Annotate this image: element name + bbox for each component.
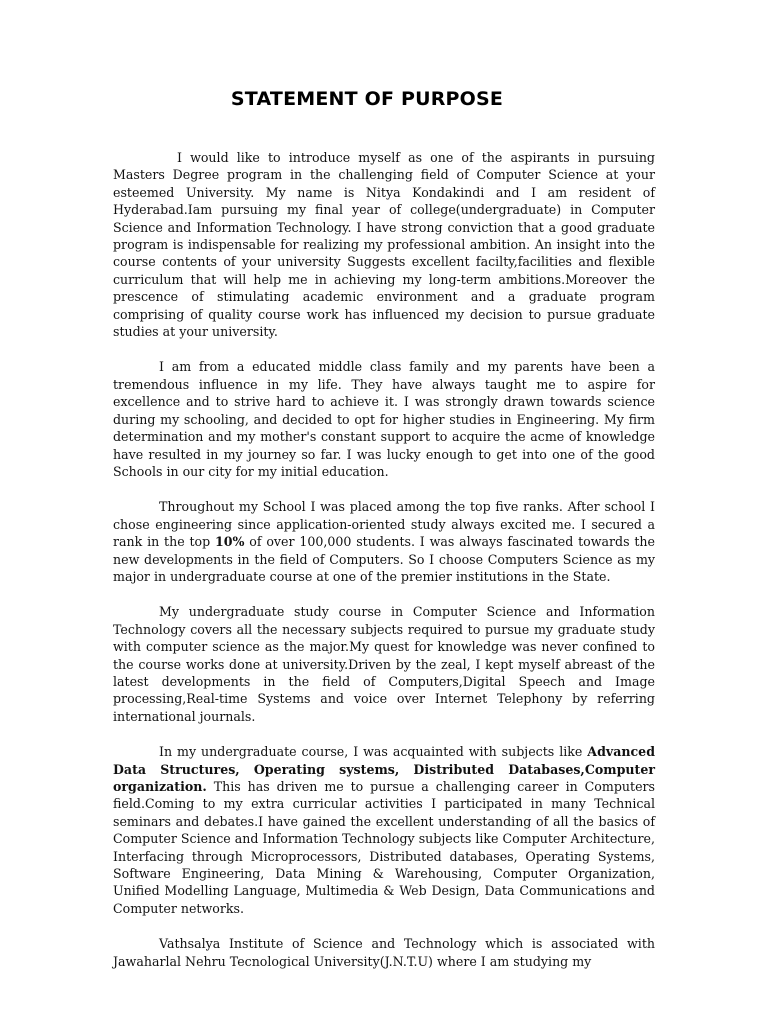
- document-title: STATEMENT OF PURPOSE: [230, 88, 504, 110]
- paragraph-school-ranks: [113, 498, 655, 585]
- paragraph-text-segment: In my undergraduate course, I was acquainted with subjects like: [159, 744, 588, 760]
- paragraph-undergraduate-study: My undergraduate study course in Computer Science and Information Technology covers all the necessary subjects required to pursue my graduate study with computer science as the major.My quest for knowledge was never confined to the course works done at university.Driven by the zeal, I kept myself abreast of the latest developments in the field of Computers,Digital Speech and Image processing,Real-time Systems and voice over Internet Telephony by referring international journals.: [113, 604, 655, 724]
- bold-subject-list: Advanced Data Structures, Operating systems, Distributed Databases,Computer organization.: [113, 744, 655, 794]
- paragraph-family-background: I am from a educated middle class family and my parents have been a tremendous influence in my life. They have always taught me to aspire for excellence and to strive hard to achieve it. I was strongly drawn towards science during my schooling, and decided to opt for higher studies in Engineering. My firm determination and my mother's constant support to acquire the acme of knowledge have resulted in my journey so far. I was lucky enough to get into one of the good Schools in our city for my initial education.: [113, 359, 655, 479]
- paragraph-institute: Vathsalya Institute of Science and Technology which is associated with Jawaharlal Nehru Tecnological University(J.N.T.U) where I am studying my: [113, 936, 655, 969]
- paragraph-introduction: I would like to introduce myself as one of the aspirants in pursuing Masters Degree program in the challenging field of Computer Science at your esteemed University. My name is Nitya Kondakindi and I am resident of Hyderabad.Iam pursuing my final year of college(undergraduate) in Computer Science and Information Technology. I have strong conviction that a good graduate program is indispensable for realizing my professional ambition. An insight into the course contents of your university Suggests excellent facilty,facilities and flexible curriculum that will help me in achieving my long-term ambitions.Moreover the prescence of stimulating academic environment and a graduate program comprising of quality course work has influenced my decision to pursue graduate studies at your university.: [113, 150, 655, 340]
- document-body: [113, 149, 655, 970]
- bold-rank-percentage: 10%: [214, 534, 245, 550]
- paragraph-subjects: [113, 743, 655, 917]
- paragraph-text-segment: of over 100,000 students. I was always fascinated towards the new developments in the field of Computers. So I choose Computers Science as my major in undergraduate course at one of the premier institutions in the State.: [113, 534, 655, 584]
- paragraph-text-segment: This has driven me to pursue a challenging career in Computers field.Coming to my extra curricular activities I participated in many Technical seminars and debates.I have gained the excellent understanding of all the basics of Computer Science and Information Technology subjects like Computer Architecture, Interfacing through Microprocessors, Distributed databases, Operating Systems, Software Engineering, Data Mining & Warehousing, Computer Organization, Unified Modelling Language, Multimedia & Web Design, Data Communications and Computer networks.: [113, 779, 655, 916]
- paragraph-text-segment: Throughout my School I was placed among the top five ranks. After school I chose engineering since application-oriented study always excited me. I secured a rank in the top: [113, 499, 655, 550]
